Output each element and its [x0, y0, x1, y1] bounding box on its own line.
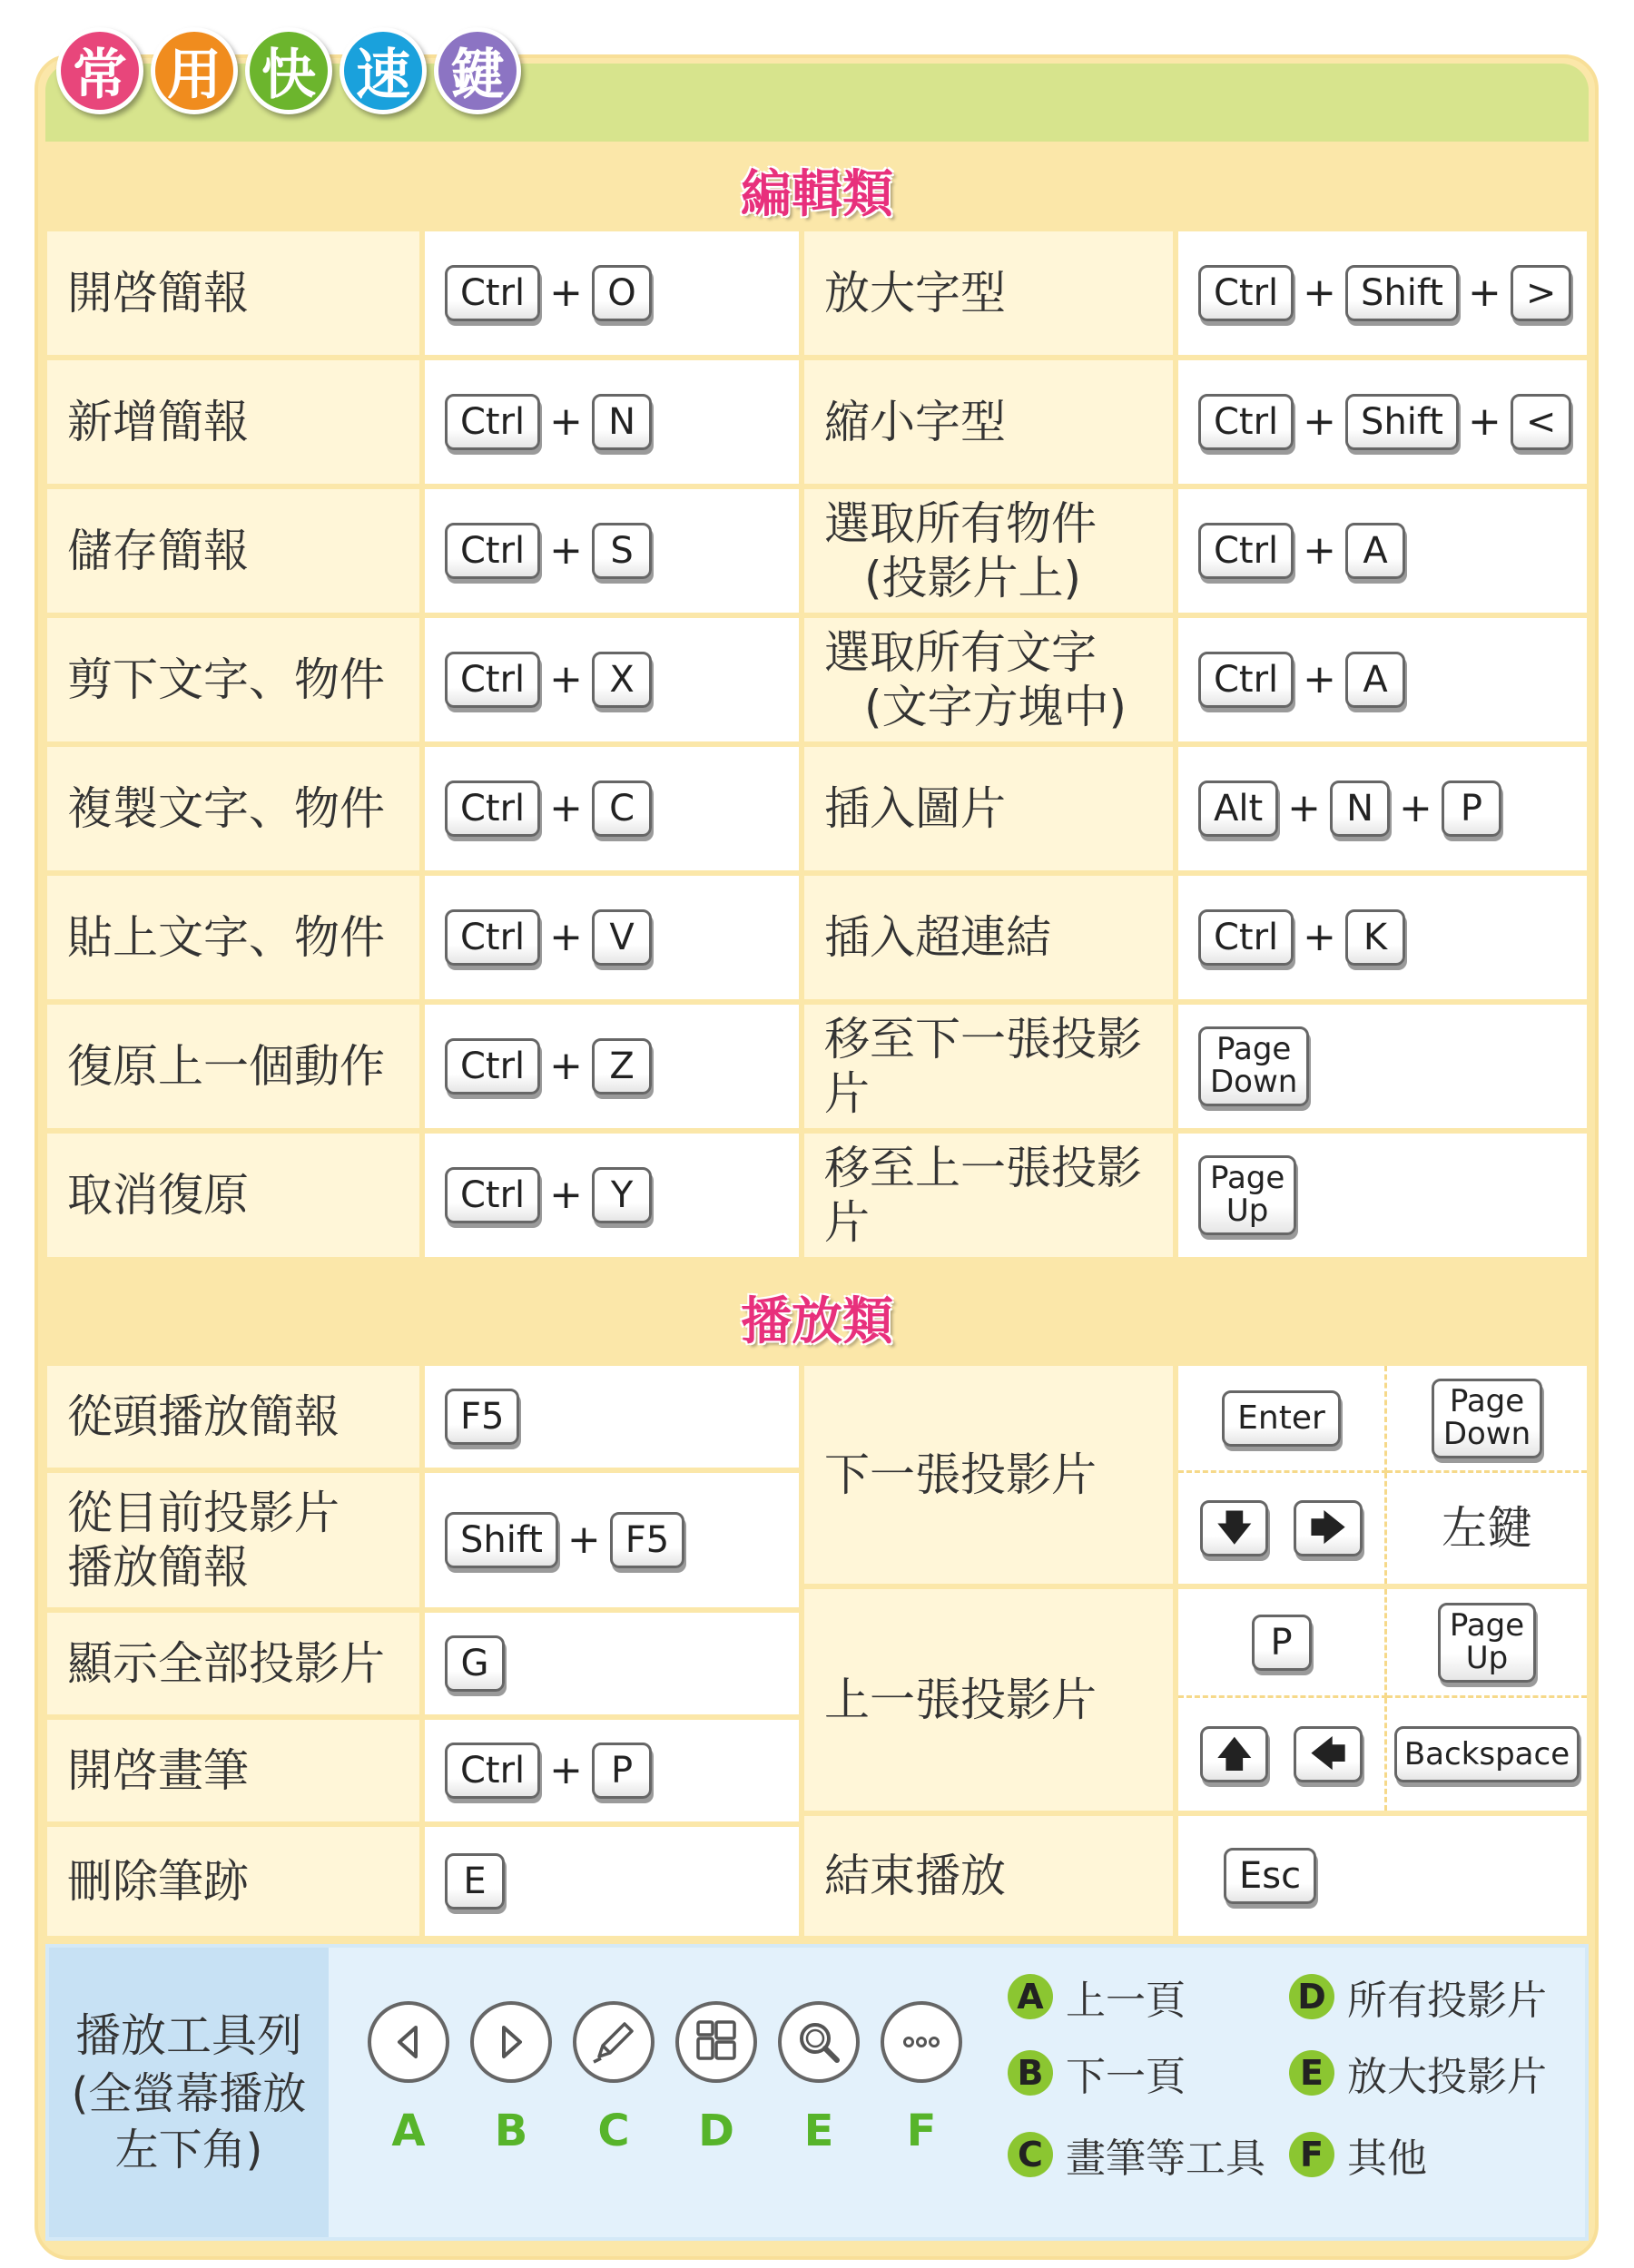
legend-item	[1008, 2126, 1265, 2184]
prev-slide-label: 上一張投影片	[804, 1589, 1173, 1811]
toolbar-label-line1: 播放工具列	[75, 2008, 302, 2062]
key-slot	[1178, 1589, 1387, 1698]
plus-sign: +	[1467, 269, 1501, 316]
legend-text: 畫筆等工具	[1066, 2135, 1265, 2182]
key-cap: Ctrl	[1198, 394, 1294, 450]
plus-sign: +	[1303, 269, 1337, 316]
legend-text: 其他	[1347, 2135, 1427, 2182]
plus-sign: +	[549, 1042, 584, 1089]
key-cap: Ctrl	[445, 1038, 540, 1095]
key-line: Page	[1449, 1382, 1525, 1419]
key-line: Down	[1210, 1064, 1298, 1100]
key-cap: P	[1252, 1615, 1312, 1671]
key-cap: Backspace	[1394, 1726, 1580, 1782]
tool-letter: F	[906, 2106, 937, 2156]
arrow-down-icon: 🡇	[1200, 1500, 1268, 1556]
key-cap: A	[1345, 652, 1405, 708]
key-cap: N	[1330, 781, 1390, 837]
key-cap: S	[592, 523, 652, 579]
shortcut-keys	[1178, 360, 1587, 484]
key-cap: X	[592, 652, 652, 708]
key-cap: K	[1345, 909, 1405, 966]
key-line: Up	[1465, 1639, 1509, 1676]
key-combo	[445, 781, 652, 837]
key-slot	[1178, 1473, 1387, 1584]
tool-letter: C	[597, 2106, 630, 2156]
key-cap	[1198, 1155, 1296, 1235]
title-badge: 快	[245, 27, 332, 114]
key-cap	[1438, 1603, 1536, 1683]
end-show-label: 結束播放	[804, 1816, 1173, 1936]
tool-letter: D	[698, 2106, 734, 2156]
play-label-line2: 播放簡報	[67, 1541, 249, 1594]
legend-text: 下一頁	[1066, 2054, 1186, 2100]
play-label-line1: 從目前投影片	[67, 1487, 340, 1539]
more-icon[interactable]	[881, 2001, 962, 2083]
legend-text: 上一頁	[1066, 1978, 1186, 2024]
key-cap: Enter	[1222, 1390, 1341, 1447]
shortcut-keys	[1178, 1134, 1587, 1257]
shortcut-label: 貼上文字、物件	[47, 876, 419, 999]
key-cap: Esc	[1224, 1848, 1316, 1904]
title-badge: 常	[56, 27, 143, 114]
shortcut-label: 縮小字型	[804, 360, 1173, 484]
key-cap: F5	[610, 1512, 684, 1568]
label-line2: (文字方塊中)	[864, 681, 1127, 733]
legend-text: 所有投影片	[1347, 1978, 1547, 2024]
plus-sign: +	[549, 269, 584, 316]
title-badge: 速	[340, 27, 427, 114]
legend-item	[1289, 2126, 1427, 2184]
key-cap: Shift	[1345, 394, 1459, 450]
plus-sign: +	[1287, 784, 1322, 831]
key-combo	[445, 394, 652, 450]
legend-letter: C	[1008, 2132, 1053, 2177]
key-line: Page	[1449, 1606, 1525, 1644]
key-combo	[1198, 394, 1571, 450]
legend-letter: D	[1289, 1974, 1334, 2019]
plus-sign: +	[549, 398, 584, 445]
key-slot	[1387, 1589, 1587, 1698]
play-keys: Shift + F5	[425, 1473, 799, 1607]
toolbar-label	[49, 1948, 329, 2237]
key-line: Up	[1226, 1193, 1269, 1229]
shortcut-keys	[1178, 876, 1587, 999]
legend-letter: F	[1289, 2132, 1334, 2177]
legend-item	[1289, 1968, 1547, 2026]
legend-text: 放大投影片	[1347, 2054, 1547, 2100]
shortcut-label: 剪下文字、物件	[47, 618, 419, 741]
shortcut-label	[804, 489, 1173, 613]
toolbar-label-line2: (全螢幕播放	[71, 2067, 307, 2119]
arrow-left-icon: 🡄	[1294, 1726, 1362, 1782]
shortcut-label: 插入超連結	[804, 876, 1173, 999]
key-cap: Y	[592, 1167, 652, 1223]
key-cap: Alt	[1198, 781, 1278, 837]
plus-sign: +	[549, 526, 584, 574]
shortcut-label: 複製文字、物件	[47, 747, 419, 870]
key-combo	[1198, 523, 1405, 579]
key-combo	[445, 1038, 652, 1095]
shortcut-label: 新增簡報	[47, 360, 419, 484]
plus-sign: +	[1303, 398, 1337, 445]
play-keys	[425, 1827, 799, 1936]
page-title	[56, 27, 521, 114]
shortcut-keys	[1178, 618, 1587, 741]
shortcut-label: 復原上一個動作	[47, 1005, 419, 1128]
title-badge: 用	[151, 27, 238, 114]
key-combo	[1198, 265, 1571, 321]
key-cap: Ctrl	[445, 265, 540, 321]
shortcut-label	[804, 618, 1173, 741]
shortcut-label: 儲存簡報	[47, 489, 419, 613]
key-cap: V	[592, 909, 652, 966]
key-cap: Ctrl	[445, 652, 540, 708]
key-combo	[445, 523, 652, 579]
key-line: Page	[1210, 1160, 1285, 1197]
key-cap: Ctrl	[445, 781, 540, 837]
key-cap: P	[592, 1743, 652, 1799]
key-cap: C	[592, 781, 652, 837]
legend-item	[1008, 1968, 1186, 2026]
key-cap: Ctrl	[1198, 652, 1294, 708]
key-slot	[1178, 1816, 1587, 1936]
shortcut-keys	[425, 1005, 799, 1128]
shortcut-keys	[425, 747, 799, 870]
play-keys: Ctrl + P	[425, 1720, 799, 1821]
shortcut-label: 開啓簡報	[47, 231, 419, 355]
key-combo	[445, 1167, 652, 1223]
section-title-play: 播放類	[741, 1292, 893, 1351]
key-cap: Ctrl	[445, 523, 540, 579]
plus-sign: +	[1303, 526, 1337, 574]
key-combo	[445, 909, 652, 966]
key-cap: E	[445, 1853, 505, 1910]
play-label: 從頭播放簡報	[47, 1366, 419, 1468]
shortcut-keys	[1178, 1005, 1587, 1128]
key-cap	[1432, 1379, 1542, 1458]
label-line1: 選取所有文字	[824, 626, 1097, 679]
plus-sign: +	[549, 784, 584, 831]
key-combo	[445, 652, 652, 708]
label-line2: (投影片上)	[864, 552, 1082, 604]
plus-sign: +	[1467, 398, 1501, 445]
key-cap: Shift	[1345, 265, 1459, 321]
legend-item	[1289, 2044, 1547, 2102]
legend-item	[1008, 2044, 1186, 2102]
key-cap: O	[592, 265, 652, 321]
shortcut-keys	[1178, 489, 1587, 613]
play-keys	[425, 1613, 799, 1714]
key-cap: A	[1345, 523, 1405, 579]
all-slides-icon[interactable]	[675, 2001, 757, 2083]
key-cap: <	[1511, 394, 1572, 450]
plus-sign: +	[549, 655, 584, 702]
shortcut-keys	[425, 489, 799, 613]
previous-page-icon[interactable]	[368, 2001, 449, 2083]
shortcut-label: 移至下一張投影片	[804, 1005, 1173, 1128]
key-cap: N	[592, 394, 652, 450]
plus-sign: +	[549, 913, 584, 960]
legend-letter: E	[1289, 2050, 1334, 2096]
key-cap: F5	[445, 1389, 519, 1445]
shortcut-keys	[425, 618, 799, 741]
key-combo	[1198, 652, 1405, 708]
shortcut-label: 放大字型	[804, 231, 1173, 355]
key-cap: Ctrl	[1198, 909, 1294, 966]
plus-sign: +	[1303, 913, 1337, 960]
key-line: Down	[1442, 1415, 1531, 1452]
key-cap: Ctrl	[445, 394, 540, 450]
play-label	[47, 1473, 419, 1607]
play-label: 顯示全部投影片	[47, 1613, 419, 1714]
arrow-up-icon: 🡅	[1200, 1726, 1268, 1782]
title-badge: 鍵	[434, 27, 521, 114]
key-combo	[445, 265, 652, 321]
play-label: 開啓畫筆	[47, 1720, 419, 1821]
shortcut-label: 插入圖片	[804, 747, 1173, 870]
key-slot	[1178, 1366, 1387, 1473]
key-cap: Ctrl	[445, 1743, 540, 1799]
toolbar-label-line3: 左下角)	[114, 2125, 263, 2175]
key-cap: Ctrl	[1198, 523, 1294, 579]
shortcut-keys	[1178, 747, 1587, 870]
plus-sign: +	[1399, 784, 1432, 831]
section-title-edit: 編輯類	[741, 165, 893, 224]
next-slide-label: 下一張投影片	[804, 1366, 1173, 1584]
legend-letter: A	[1008, 1974, 1053, 2019]
play-label: 刪除筆跡	[47, 1827, 419, 1936]
legend-letter: B	[1008, 2050, 1053, 2096]
shortcut-keys	[425, 876, 799, 999]
arrow-right-icon: 🡆	[1294, 1500, 1362, 1556]
key-cap: Shift	[445, 1512, 558, 1568]
key-slot	[1387, 1698, 1587, 1811]
shortcut-label: 移至上一張投影片	[804, 1134, 1173, 1257]
shortcut-label: 取消復原	[47, 1134, 419, 1257]
plus-sign: +	[549, 1171, 584, 1218]
zoom-icon[interactable]	[778, 2001, 860, 2083]
tool-letter: A	[391, 2106, 426, 2156]
shortcut-keys	[425, 1134, 799, 1257]
key-cap: Z	[592, 1038, 652, 1095]
shortcut-keys	[425, 360, 799, 484]
key-cap: G	[445, 1635, 505, 1692]
key-cap: Ctrl	[1198, 265, 1294, 321]
tool-letter: E	[803, 2106, 834, 2156]
shortcut-keys	[425, 231, 799, 355]
shortcut-keys	[1178, 231, 1587, 355]
key-slot	[1178, 1698, 1387, 1811]
key-cap: P	[1442, 781, 1501, 837]
key-line: Page	[1216, 1031, 1292, 1068]
next-page-icon[interactable]	[470, 2001, 552, 2083]
plus-sign: +	[1303, 655, 1337, 702]
label-line1: 選取所有物件	[824, 497, 1097, 550]
key-cap	[1198, 1026, 1309, 1106]
key-cap: >	[1511, 265, 1572, 321]
pen-icon[interactable]	[573, 2001, 655, 2083]
key-slot: 左鍵	[1387, 1473, 1587, 1584]
key-combo	[1198, 909, 1405, 966]
key-cap: Ctrl	[445, 1167, 540, 1223]
tool-letter: B	[494, 2106, 528, 2156]
key-cap: Ctrl	[445, 909, 540, 966]
key-combo	[1198, 781, 1501, 837]
key-slot	[1387, 1366, 1587, 1473]
play-keys	[425, 1366, 799, 1468]
